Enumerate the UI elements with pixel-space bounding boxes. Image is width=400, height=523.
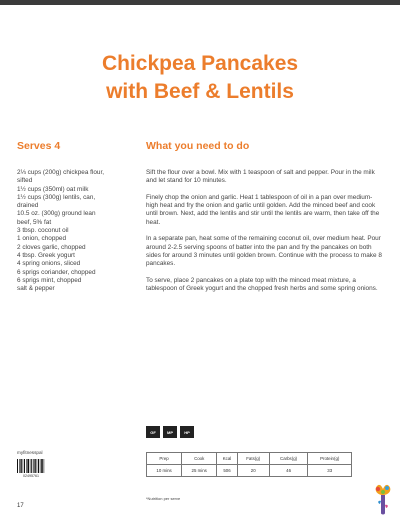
nutrition-header-cell: Prep <box>147 453 182 465</box>
nutrition-value-cell: 506 <box>217 465 237 477</box>
ingredient-line: 6 sprigs mint, chopped <box>17 276 82 284</box>
nutrition-value-cell: 33 <box>308 465 352 477</box>
nutrition-value-cell: 10 mins <box>147 465 182 477</box>
nutrition-header-cell: Kcal <box>217 453 237 465</box>
brand-name: myfitnesspal <box>17 450 43 455</box>
nutrition-value-row <box>147 465 352 477</box>
ingredient-line: 4 spring onions, sliced <box>17 260 81 268</box>
ingredient-line: salt & pepper <box>17 285 55 293</box>
ingredient-line: 4 tbsp. Greek yogurt <box>17 251 75 259</box>
nutrition-header-cell: Fats(g) <box>237 453 269 465</box>
method-step: To serve, place 2 pancakes on a plate top with the minced meat mixture, a tablespoon of Greek yogurt and the chopped fresh herbs and some spring onions. <box>146 276 378 293</box>
badge-mp: MP <box>163 426 177 438</box>
ingredient-line: 1 onion, chopped <box>17 235 67 243</box>
ingredient-line: 1½ cups (300g) lentils, can, <box>17 193 96 201</box>
method-step: Finely chop the onion and garlic. Heat 1 tablespoon of oil in a pan over medium-high heat and fry the onion and garlic until golden. Add the minced beef and cook until brown. Next, add the lentils and stir until the lentils are warm, then take off the heat. <box>146 193 380 226</box>
method-steps <box>146 169 384 302</box>
badge-hp: HP <box>180 426 194 438</box>
ingredient-line: 3 tbsp. coconut oil <box>17 227 69 235</box>
nutrition-header-cell: Carbs(g) <box>269 453 308 465</box>
diet-badges <box>146 426 194 438</box>
logo-icon <box>372 483 394 517</box>
ingredient-line: 6 sprigs coriander, chopped <box>17 268 96 276</box>
ingredient-line: 2⅓ cups (200g) chickpea flour, <box>17 169 105 176</box>
recipe-title <box>0 50 400 106</box>
ingredient-line: 1½ cups (350ml) oat milk <box>17 185 89 193</box>
nutrition-note: *Nutrition per serve <box>146 496 181 501</box>
title-line-1: Chickpea Pancakes <box>101 52 299 75</box>
badge-gf: GF <box>146 426 160 438</box>
nutrition-value-cell: 20 <box>237 465 269 477</box>
barcode-number: 02495761 <box>23 474 39 478</box>
method-step: In a separate pan, heat some of the remaining coconut oil, over medium heat. Pour around 2-2.5 serving spoons of batter into the pan and fry the pancakes on both sides for around 3 minutes until golden brown. Continue with the process to make 8 pancakes. <box>146 235 382 268</box>
nutrition-header-cell: Protein(g) <box>308 453 352 465</box>
nutrition-table <box>146 452 352 477</box>
method-step: Sift the flour over a bowl. Mix with 1 teaspoon of salt and pepper. Pour in the milk and let stand for 10 minutes. <box>146 169 375 185</box>
ingredients-list <box>17 169 137 293</box>
nutrition-header-cell: Cook <box>182 453 217 465</box>
method-heading: What you need to do <box>146 140 250 152</box>
ingredient-line: drained <box>17 202 39 210</box>
ingredient-line: 10.5 oz. (300g) ground lean <box>17 210 96 218</box>
nutrition-value-cell: 46 <box>269 465 308 477</box>
title-line-2: with Beef & Lentils <box>106 80 294 103</box>
ingredient-line: 2 cloves garlic, chopped <box>17 243 86 251</box>
serves-heading: Serves 4 <box>17 140 61 152</box>
nutrition-header-row <box>147 453 352 465</box>
nutrition-value-cell: 25 mins <box>182 465 217 477</box>
top-bar <box>0 0 400 5</box>
ingredient-line: beef, 5% fat <box>17 218 52 226</box>
page-number: 17 <box>17 503 24 509</box>
barcode-icon <box>17 459 45 473</box>
ingredient-line: sifted <box>17 177 33 185</box>
